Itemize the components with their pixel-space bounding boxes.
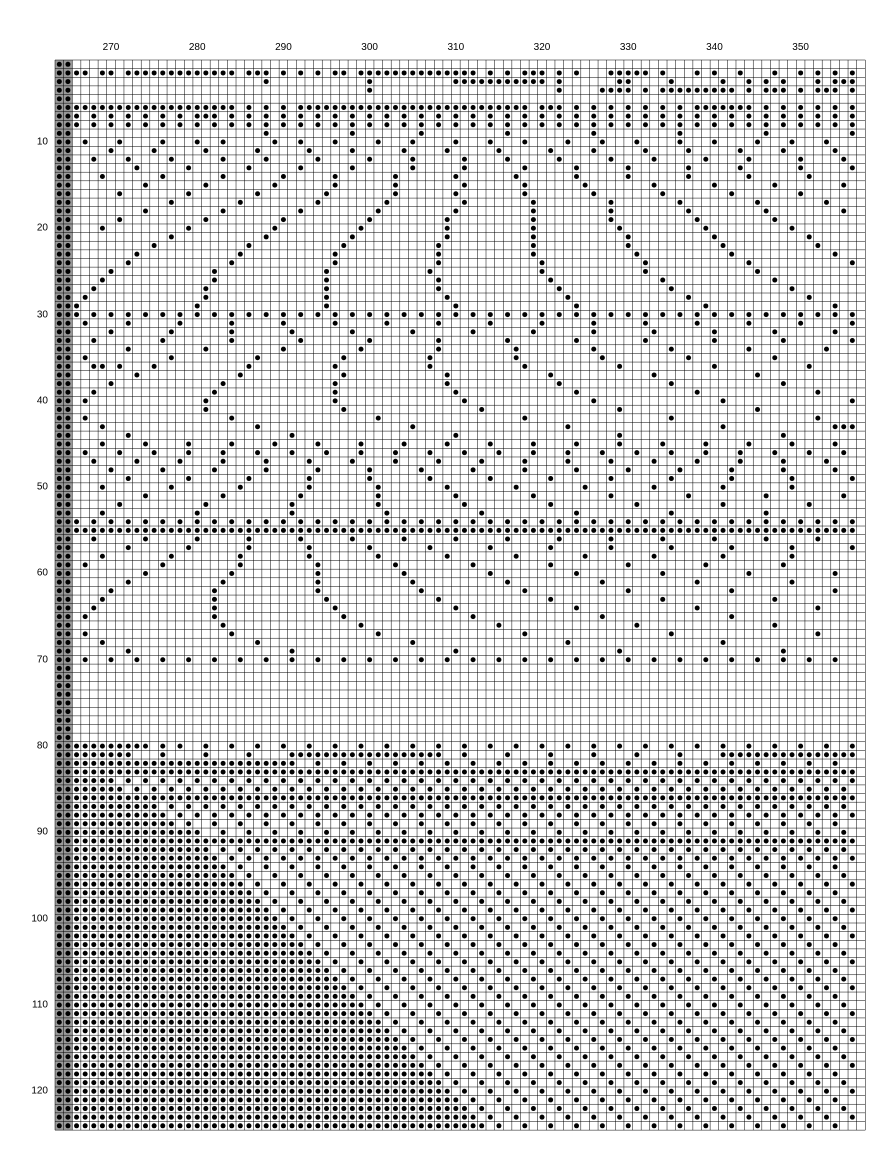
y-axis-tick-label: 60 — [36, 567, 48, 579]
x-axis-tick-label: 330 — [619, 42, 637, 53]
y-axis-tick-label: 80 — [36, 740, 48, 752]
y-axis-tick-label: 50 — [36, 481, 48, 493]
x-axis-tick-label: 290 — [275, 42, 292, 53]
x-axis-tick-label: 300 — [361, 42, 378, 53]
x-axis-tick-label: 280 — [188, 42, 206, 53]
x-axis-tick-label: 350 — [792, 42, 809, 53]
x-axis-tick-label: 270 — [102, 42, 120, 53]
y-axis-tick-label: 120 — [31, 1085, 48, 1097]
x-axis-tick-label: 340 — [706, 42, 723, 53]
grid-lines — [55, 60, 865, 1130]
y-axis-tick-label: 20 — [36, 222, 48, 234]
y-axis-tick-label: 10 — [36, 136, 48, 148]
x-axis-tick-label: 310 — [447, 42, 465, 53]
y-axis-tick-label: 40 — [36, 395, 48, 407]
y-axis-tick-label: 90 — [36, 826, 48, 838]
y-axis-tick-label: 110 — [32, 999, 48, 1011]
x-axis-tick-label: 320 — [533, 42, 551, 53]
y-axis-tick-label: 100 — [31, 913, 48, 925]
y-axis-tick-label: 70 — [36, 654, 48, 666]
y-axis-tick-label: 30 — [36, 309, 48, 321]
